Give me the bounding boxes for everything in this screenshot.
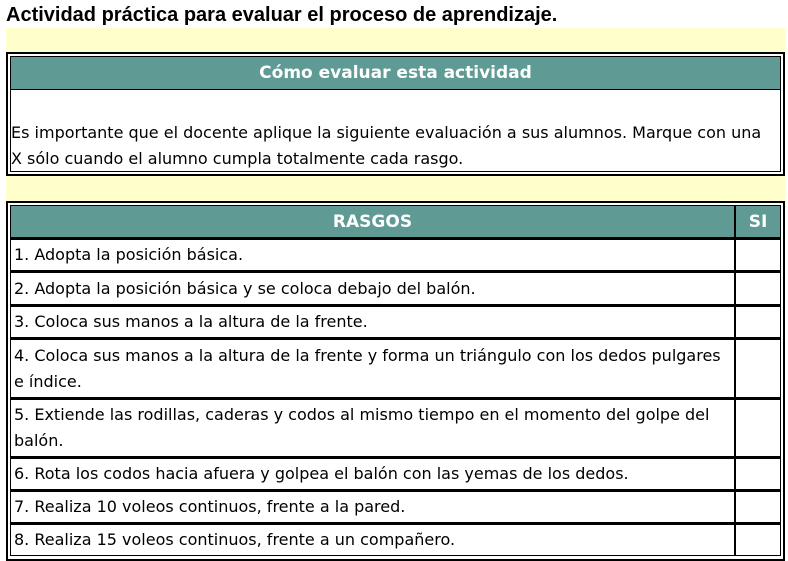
table-row	[10, 457, 781, 490]
si-checkbox-cell[interactable]	[735, 338, 781, 398]
evaluation-intro: Es importante que el docente aplique la siguiente evaluación a sus alumnos. Marque con una X sólo cuando el alumno cumpla totalmente cada rasgo.	[11, 123, 762, 168]
table-row	[10, 271, 781, 305]
rasgos-box	[6, 201, 785, 561]
si-checkbox-cell[interactable]	[735, 490, 781, 523]
si-checkbox-cell[interactable]	[735, 238, 781, 271]
table-row	[10, 523, 781, 556]
table-row	[10, 338, 781, 398]
si-column-header: SI	[735, 205, 781, 238]
rasgo-text: 6. Rota los codos hacia afuera y golpea el balón con las yemas de los dedos.	[10, 457, 735, 490]
table-row	[10, 398, 781, 457]
si-checkbox-cell[interactable]	[735, 271, 781, 305]
table-row	[10, 305, 781, 338]
evaluation-header: Cómo evaluar esta actividad	[11, 57, 780, 90]
rasgo-text: 4. Coloca sus manos a la altura de la frente y forma un triángulo con los dedos pulgares e índice.	[10, 338, 735, 398]
rasgo-text: 2. Adopta la posición básica y se coloca debajo del balón.	[10, 271, 735, 305]
evaluation-box	[6, 52, 785, 176]
table-row	[10, 490, 781, 523]
si-checkbox-cell[interactable]	[735, 523, 781, 556]
rasgo-text: 8. Realiza 15 voleos continuos, frente a un compañero.	[10, 523, 735, 556]
table-row	[10, 238, 781, 271]
si-checkbox-cell[interactable]	[735, 305, 781, 338]
spacer-band-top	[6, 28, 785, 52]
si-checkbox-cell[interactable]	[735, 398, 781, 457]
page-title: Actividad práctica para evaluar el proceso de aprendizaje.	[6, 4, 558, 26]
rasgo-text: 1. Adopta la posición básica.	[10, 238, 735, 271]
rasgo-text: 5. Extiende las rodillas, caderas y codos al mismo tiempo en el momento del golpe del balón.	[10, 398, 735, 457]
rasgo-text: 3. Coloca sus manos a la altura de la frente.	[10, 305, 735, 338]
rasgo-text: 7. Realiza 10 voleos continuos, frente a la pared.	[10, 490, 735, 523]
si-checkbox-cell[interactable]	[735, 457, 781, 490]
rasgos-column-header: RASGOS	[10, 205, 735, 238]
spacer-band-middle	[6, 176, 785, 201]
rasgos-table	[10, 205, 781, 556]
